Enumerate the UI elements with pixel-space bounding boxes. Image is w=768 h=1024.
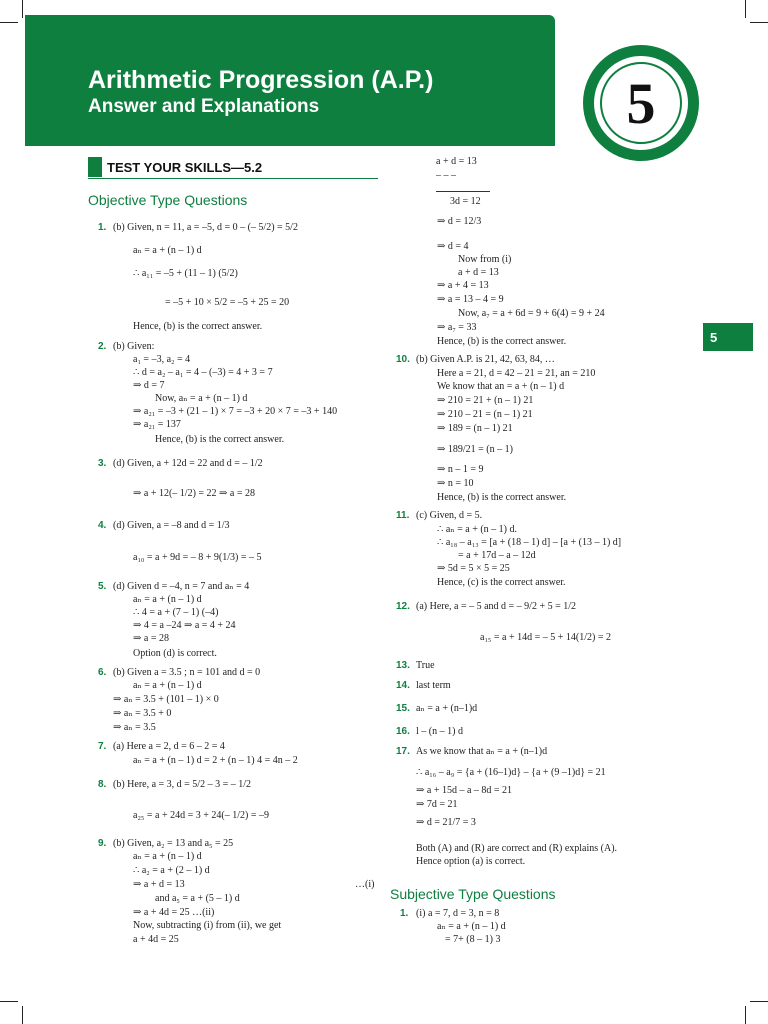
question-number: 2.	[98, 341, 107, 352]
answer-line: ⇒ a + 15d – a – 8d = 21	[416, 785, 513, 796]
answer-line: aₙ = a + (n – 1) d	[437, 921, 506, 932]
answer-line: = 7+ (8 – 1) 3	[445, 934, 501, 945]
answer-line: Now, subtracting (i) from (ii), we get	[133, 920, 282, 931]
answer-line: Hence, (c) is the correct answer.	[437, 577, 566, 588]
crop-mark	[750, 22, 768, 23]
answer-line: ∴ a₁₈ – a₁₃ = [a + (18 – 1) d] – [a + (13 – 1) d]	[437, 537, 622, 548]
answer-line: ⇒ 210 = 21 + (n – 1) 21	[437, 395, 534, 406]
question-number: 15.	[396, 703, 410, 714]
crop-mark	[745, 1006, 746, 1024]
answer-line: Hence, (b) is the correct answer.	[155, 434, 285, 445]
question-number: 17.	[396, 746, 410, 757]
answer-line: ⇒ 4 = a –24 ⇒ a = 4 + 24	[133, 620, 236, 631]
section-marker	[88, 157, 102, 177]
answer-line: ∴ 4 = a + (7 – 1) (–4)	[133, 607, 219, 618]
answer-line: ⇒ 7d = 21	[416, 799, 458, 810]
answer-line: 3d = 12	[450, 196, 481, 207]
subjective-heading: Subjective Type Questions	[390, 886, 556, 902]
answer-line: ∴ a₂ = a + (2 – 1) d	[133, 865, 210, 876]
answer-line: aₙ = a + (n – 1) d = 2 + (n – 1) 4 = 4n – 2	[133, 755, 298, 766]
section-title: TEST YOUR SKILLS—5.2	[107, 160, 263, 175]
answer-line: ⇒ 5d = 5 × 5 = 25	[437, 563, 510, 574]
answer-line: ⇒ a₂₁ = –3 + (21 – 1) × 7 = –3 + 20 × 7 = –3 + 140	[133, 406, 338, 417]
answer-line: (d) Given d = –4, n = 7 and aₙ = 4	[113, 581, 250, 592]
question-number: 1.	[400, 908, 409, 919]
answer-line: ⇒ 210 – 21 = (n – 1) 21	[437, 409, 533, 420]
question-number: 14.	[396, 680, 410, 691]
answer-line: (a) Here, a = – 5 and d = – 9/2 + 5 = 1/2	[416, 601, 577, 612]
crop-mark	[22, 0, 23, 18]
question-number: 9.	[98, 838, 107, 849]
crop-mark	[0, 1001, 18, 1002]
answer-line: Hence option (a) is correct.	[416, 856, 526, 867]
answer-line: ⇒ a = 28	[133, 633, 169, 644]
answer-line: Now, a₇ = a + 6d = 9 + 6(4) = 9 + 24	[458, 308, 605, 319]
question-number: 13.	[396, 660, 410, 671]
question-number: 12.	[396, 601, 410, 612]
answer-line: (b) Here, a = 3, d = 5/2 – 3 = – 1/2	[113, 779, 252, 790]
answer-line: Hence, (b) is the correct answer.	[437, 492, 567, 503]
page-subtitle: Answer and Explanations	[88, 96, 320, 117]
objective-heading: Objective Type Questions	[88, 192, 248, 208]
answer-line: Here a = 21, d = 42 – 21 = 21, an = 210	[437, 368, 596, 379]
question-number: 6.	[98, 667, 107, 678]
side-chapter-tab: 5	[703, 323, 753, 351]
answer-line: = a + 17d – a – 12d	[458, 550, 536, 561]
answer-line: (b) Given, n = 11, a = –5, d = 0 – (– 5/2) = 5/2	[113, 222, 298, 233]
answer-line: (i) a = 7, d = 3, n = 8	[416, 908, 500, 919]
answer-line: = –5 + 10 × 5/2 = –5 + 25 = 20	[165, 297, 290, 308]
answer-line: Both (A) and (R) are correct and (R) explains (A).	[416, 843, 618, 854]
crop-mark	[745, 0, 746, 18]
answer-line: (b) Given, a₂ = 13 and a₅ = 25	[113, 838, 234, 849]
answer-line: ⇒ aₙ = 3.5	[113, 722, 156, 733]
answer-line: ⇒ a = 13 – 4 = 9	[437, 294, 504, 305]
answer-line: aₙ = a + (n – 1) d	[133, 680, 202, 691]
answer-line: ⇒ 189/21 = (n – 1)	[437, 444, 513, 455]
question-number: 3.	[98, 458, 107, 469]
subtraction-rule	[436, 191, 490, 192]
answer-line: ⇒ a + 12(– 1/2) = 22 ⇒ a = 28	[133, 488, 255, 499]
crop-mark	[22, 1006, 23, 1024]
question-number: 4.	[98, 520, 107, 531]
crop-mark	[750, 1001, 768, 1002]
answer-line: (b) Given A.P. is 21, 42, 63, 84, …	[416, 354, 555, 365]
answer-line: a + 4d = 25	[133, 934, 179, 945]
answer-line: and a₅ = a + (5 – 1) d	[155, 893, 240, 904]
answer-line: aₙ = a + (n – 1) d	[133, 851, 202, 862]
question-number: 7.	[98, 741, 107, 752]
question-number: 16.	[396, 726, 410, 737]
answer-line: a₂₅ = a + 24d = 3 + 24(– 1/2) = –9	[133, 810, 269, 821]
answer-line: Now, aₙ = a + (n – 1) d	[155, 393, 248, 404]
answer-line: last term	[416, 680, 451, 691]
answer-line: ⇒ 189 = (n – 1) 21	[437, 423, 513, 434]
answer-line: a₁₀ = a + 9d = – 8 + 9(1/3) = – 5	[133, 552, 262, 563]
answer-line: (b) Given a = 3.5 ; n = 101 and d = 0	[113, 667, 261, 678]
answer-line: As we know that aₙ = a + (n–1)d	[416, 746, 548, 757]
answer-line: ∴ a₁₆ – a₉ = {a + (16–1)d} – {a + (9 –1)d} = 21	[416, 767, 606, 778]
answer-line: ∴ aₙ = a + (n – 1) d.	[437, 524, 518, 535]
answer-line: a + d = 13	[458, 267, 499, 278]
answer-line: ⇒ a₂₁ = 137	[133, 419, 181, 430]
answer-line: ⇒ aₙ = 3.5 + 0	[113, 708, 172, 719]
question-number: 8.	[98, 779, 107, 790]
answer-line: Hence, (b) is the correct answer.	[133, 321, 263, 332]
answer-line: ⇒ n = 10	[437, 478, 474, 489]
section-underline	[88, 178, 378, 179]
answer-line: a + d = 13	[436, 156, 477, 167]
question-number: 5.	[98, 581, 107, 592]
answer-line: ⇒ a + 4 = 13	[437, 280, 489, 291]
equation-ref: …(i)	[355, 879, 375, 890]
answer-line: ⇒ a + 4d = 25 …(ii)	[133, 907, 215, 918]
question-number: 1.	[98, 222, 107, 233]
answer-line: aₙ = a + (n – 1) d	[133, 245, 202, 256]
answer-line: (c) Given, d = 5.	[416, 510, 483, 521]
answer-line: ⇒ d = 4	[437, 241, 469, 252]
crop-mark	[0, 22, 18, 23]
answer-line: ⇒ aₙ = 3.5 + (101 – 1) × 0	[113, 694, 219, 705]
answer-line: – – –	[436, 170, 456, 181]
answer-line: (a) Here a = 2, d = 6 – 2 = 4	[113, 741, 225, 752]
answer-line: ∴ a₁₁ = –5 + (11 – 1) (5/2)	[133, 268, 238, 279]
answer-line: aₙ = a + (n – 1) d	[133, 594, 202, 605]
answer-line: ⇒ d = 12/3	[437, 216, 482, 227]
answer-line: l – (n – 1) d	[416, 726, 463, 737]
answer-line: aₙ = a + (n–1)d	[416, 703, 478, 714]
answer-line: a₁₅ = a + 14d = – 5 + 14(1/2) = 2	[480, 632, 611, 643]
answer-line: Option (d) is correct.	[133, 648, 217, 659]
answer-line: True	[416, 660, 435, 671]
answer-line: (b) Given:	[113, 341, 155, 352]
answer-line: ⇒ n – 1 = 9	[437, 464, 484, 475]
answer-line: Now from (i)	[458, 254, 512, 265]
answer-line: (d) Given, a + 12d = 22 and d = – 1/2	[113, 458, 263, 469]
answer-line: ⇒ a₇ = 33	[437, 322, 477, 333]
page-title: Arithmetic Progression (A.P.)	[88, 66, 434, 94]
answer-line: ⇒ d = 21/7 = 3	[416, 817, 476, 828]
answer-line: ∴ d = a₂ – a₁ = 4 – (–3) = 4 + 3 = 7	[133, 367, 273, 378]
answer-line: (d) Given, a = –8 and d = 1/3	[113, 520, 230, 531]
answer-line: Hence, (b) is the correct answer.	[437, 336, 567, 347]
chapter-number: 5	[600, 62, 682, 144]
answer-line: ⇒ a + d = 13	[133, 879, 185, 890]
question-number: 11.	[396, 510, 410, 521]
answer-line: We know that an = a + (n – 1) d	[437, 381, 565, 392]
question-number: 10.	[396, 354, 410, 365]
answer-line: a₁ = –3, a₂ = 4	[133, 354, 191, 365]
answer-line: ⇒ d = 7	[133, 380, 165, 391]
